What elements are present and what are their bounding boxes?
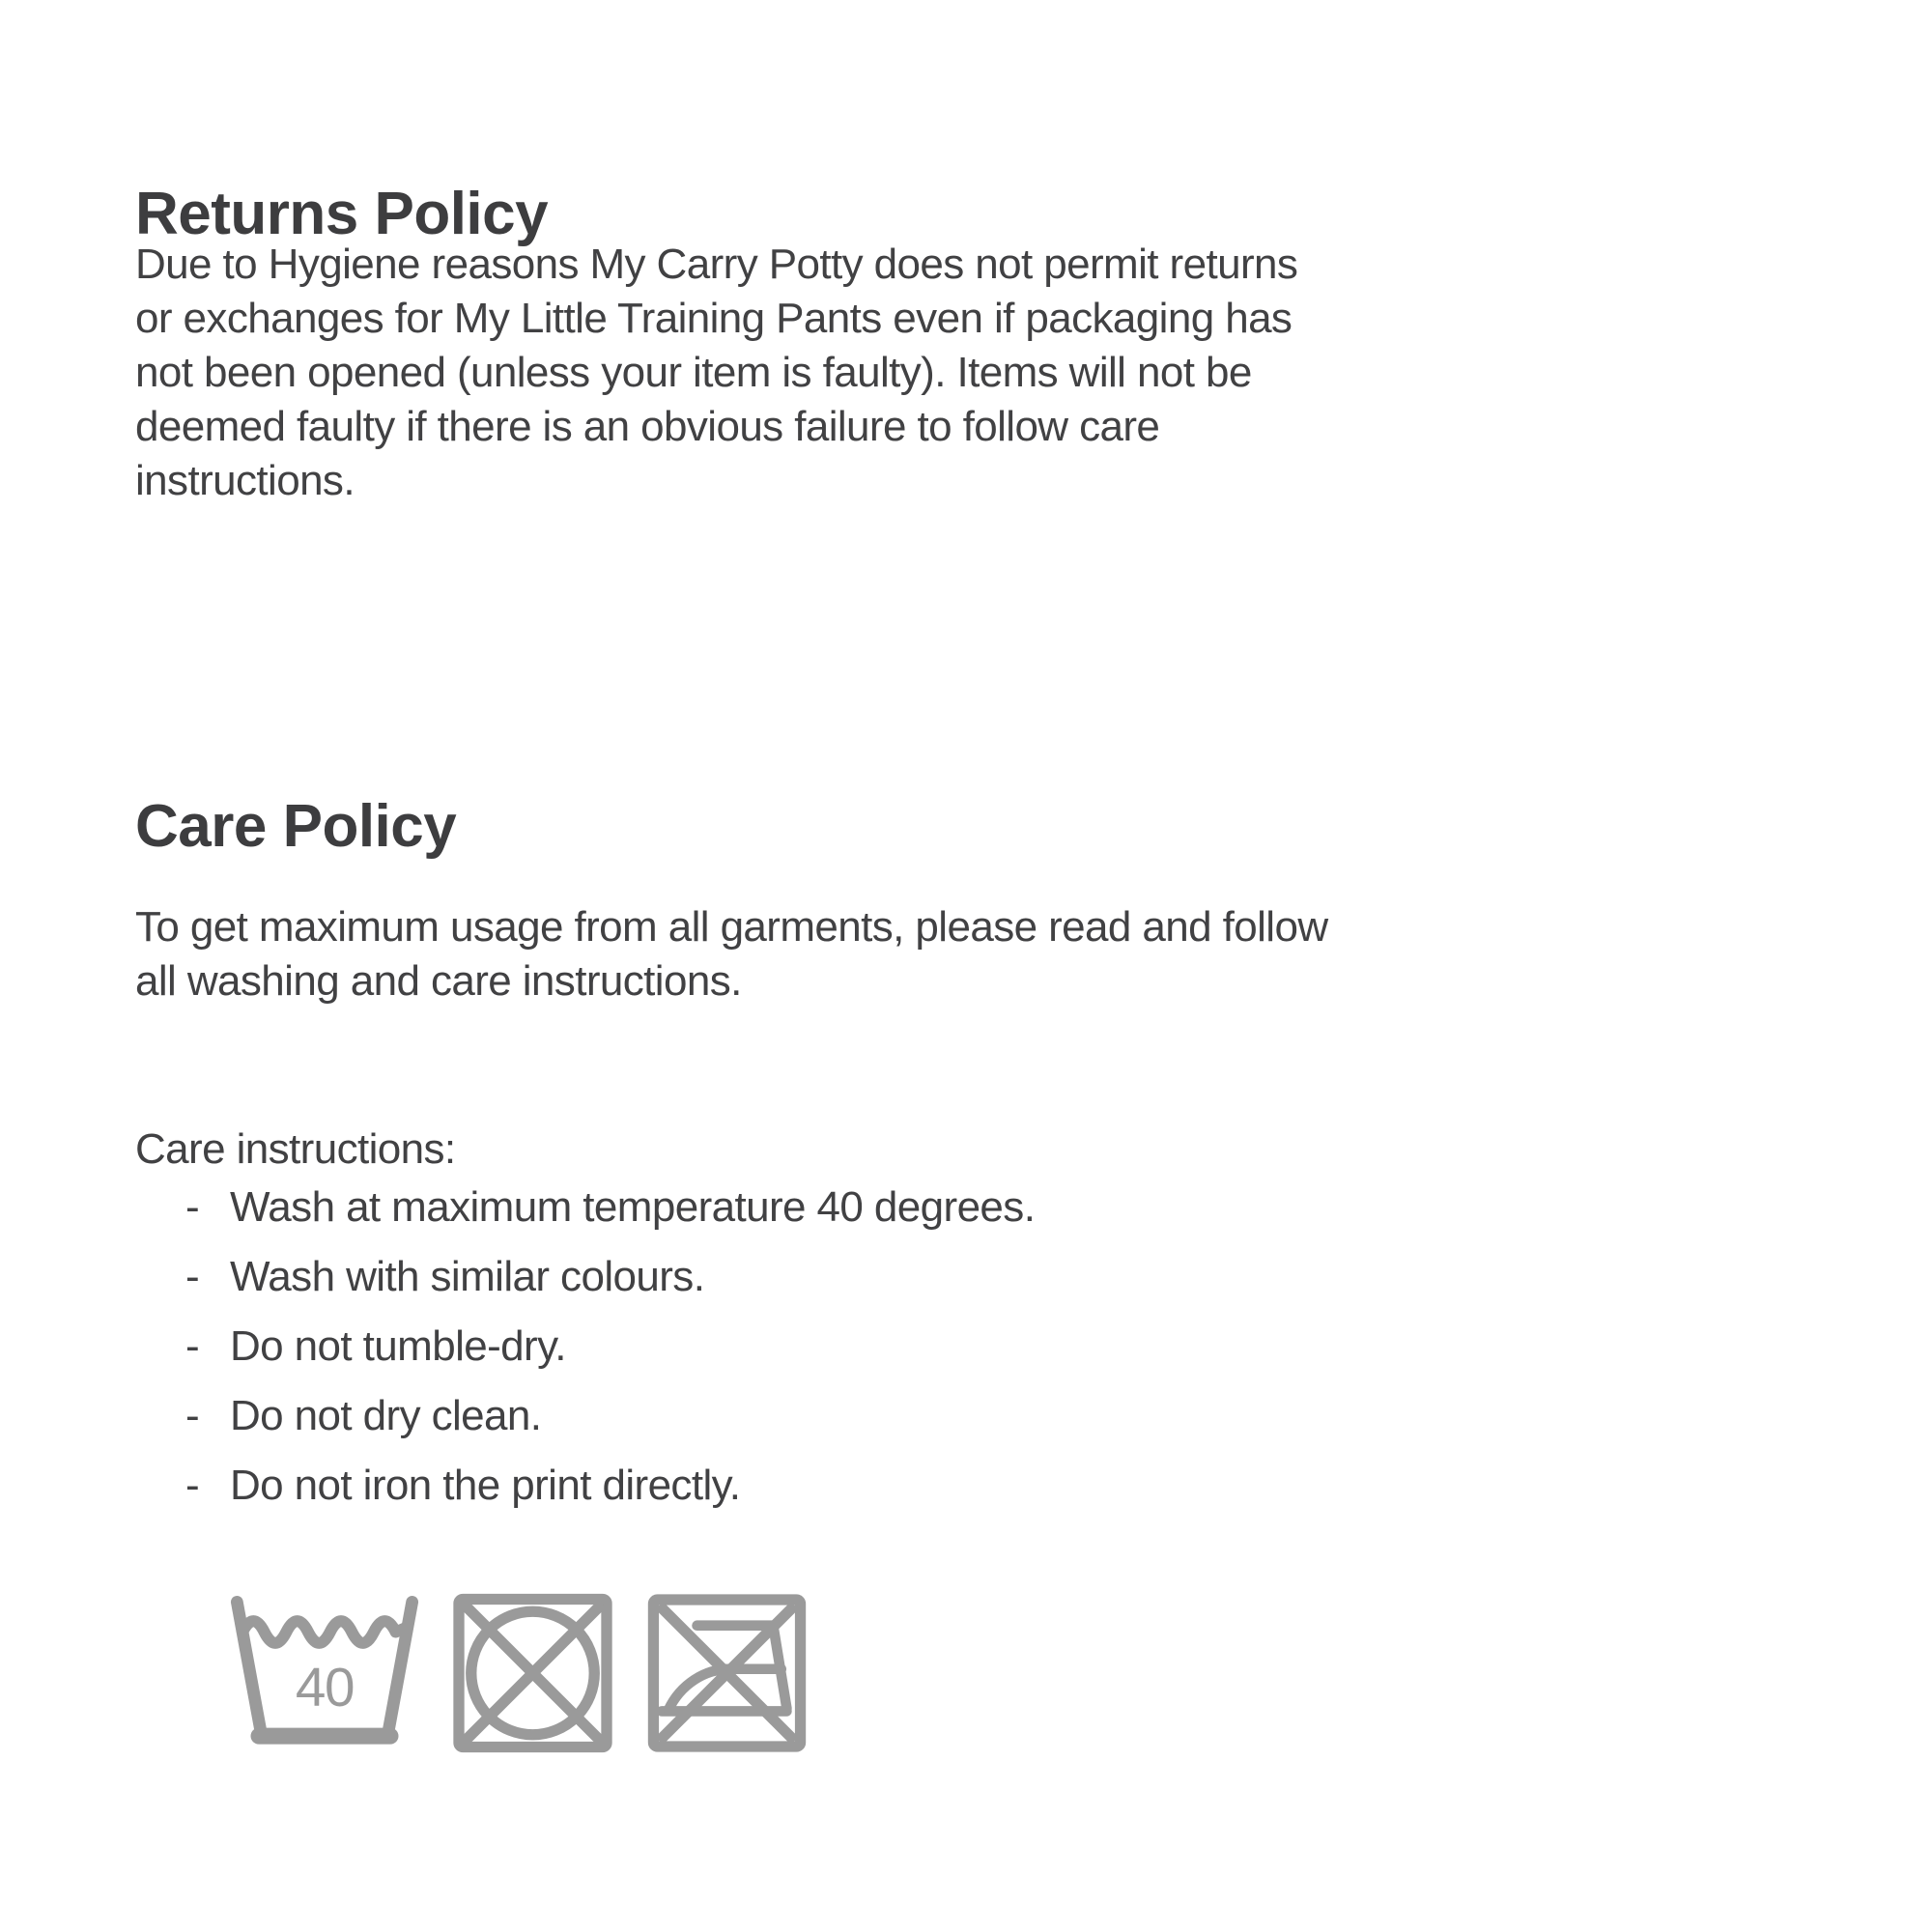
care-instruction-item: [135, 1242, 1035, 1312]
dash-bullet: -: [185, 1253, 200, 1300]
care-instruction-item: [135, 1451, 1035, 1520]
wash-at-40-icon: [226, 1591, 423, 1755]
care-instruction-item: [135, 1173, 1035, 1242]
care-instruction-item: [135, 1381, 1035, 1451]
care-policy-title: Care Policy: [135, 793, 457, 860]
dash-bullet: -: [185, 1392, 200, 1439]
do-not-tumble-dry-icon: [449, 1591, 616, 1755]
returns-policy-line: not been opened (unless your item is faulty). Items will not be: [135, 349, 1252, 396]
care-instructions-label: Care instructions:: [135, 1125, 456, 1173]
dash-bullet: -: [185, 1462, 200, 1509]
care-policy-intro-line: To get maximum usage from all garments, please read and follow: [135, 903, 1328, 951]
dash-bullet: -: [185, 1322, 200, 1370]
returns-policy-line: instructions.: [135, 457, 355, 504]
dash-bullet: -: [185, 1183, 200, 1231]
care-policy-intro-line: all washing and care instructions.: [135, 957, 742, 1005]
care-instruction-item: [135, 1312, 1035, 1381]
returns-policy-paragraph: [135, 238, 1297, 508]
returns-policy-line: deemed faulty if there is an obvious failure to follow care: [135, 403, 1160, 450]
returns-policy-title: Returns Policy: [135, 181, 549, 247]
care-symbols-row: [226, 1591, 809, 1755]
care-instruction-text: Do not iron the print directly.: [230, 1462, 741, 1509]
care-instruction-text: Wash with similar colours.: [230, 1253, 705, 1300]
care-instruction-text: Do not dry clean.: [230, 1392, 542, 1439]
returns-policy-line: or exchanges for My Little Training Pants even if packaging has: [135, 295, 1293, 342]
care-instruction-text: Do not tumble-dry.: [230, 1322, 566, 1370]
care-policy-intro: [135, 900, 1328, 1009]
do-not-iron-icon: [645, 1591, 809, 1755]
care-instruction-text: Wash at maximum temperature 40 degrees.: [230, 1183, 1036, 1231]
returns-policy-line: Due to Hygiene reasons My Carry Potty does not permit returns: [135, 241, 1298, 288]
care-instructions-list: [135, 1173, 1035, 1520]
wash-temperature-value: 40: [295, 1658, 355, 1719]
